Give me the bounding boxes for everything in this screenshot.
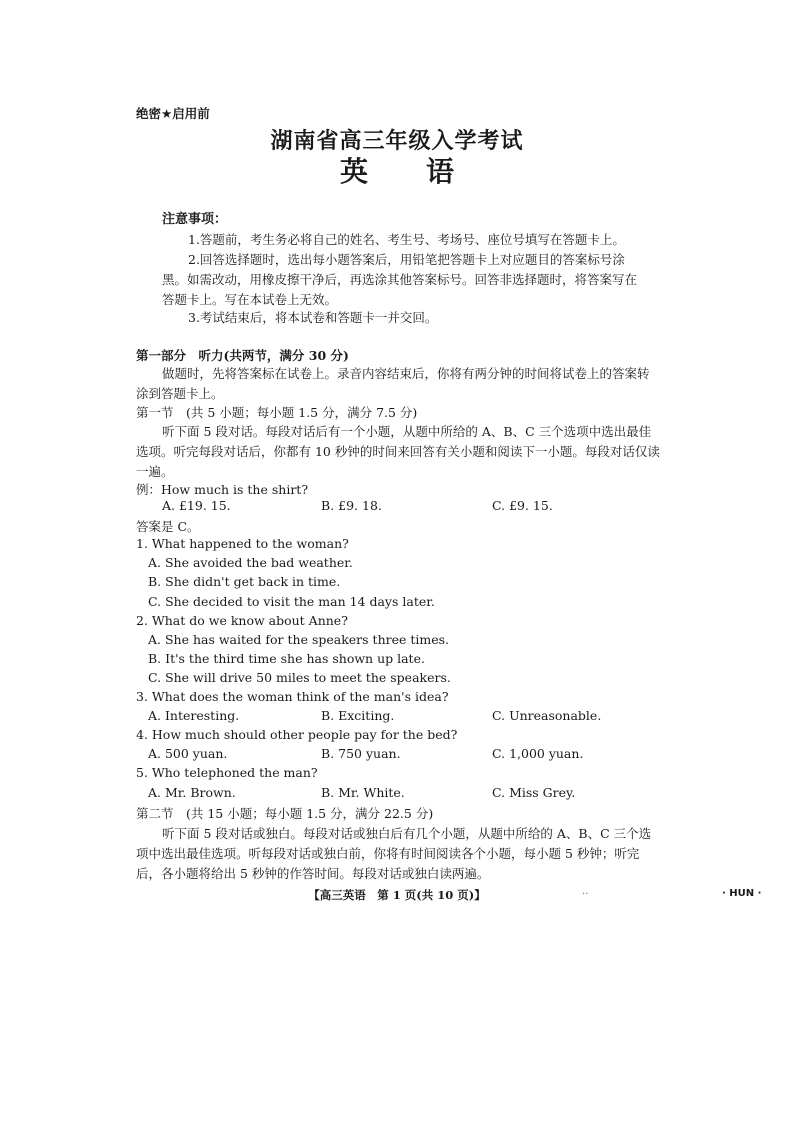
notice-item-1: 1.答题前，考生务必将自己的姓名、考生号、考场号、座位号填写在答题卡上。 bbox=[188, 232, 625, 247]
question-3-option-b: B. Exciting. bbox=[321, 708, 395, 723]
section2-intro: 听下面 5 段对话或独白。每段对话或独白后有几个小题，从题中所给的 A、B、C 三个选项中选出最佳选项。听每段对话或独白前，你将有时间阅读各个小题，每小题 5 秒钟；听完后，各小题将给出 5 秒钟的作答时间。每段对话或独白读两遍。 bbox=[136, 826, 652, 881]
question-5-option-c: C. Miss Grey. bbox=[492, 785, 576, 800]
question-2-option-c: C. She will drive 50 miles to meet the speakers. bbox=[148, 670, 451, 685]
question-4-option-c: C. 1,000 yuan. bbox=[492, 746, 584, 761]
question-3-option-a: A. Interesting. bbox=[148, 708, 240, 723]
exam-title: 湖南省高三年级入学考试 bbox=[270, 129, 524, 154]
question-5-option-a: A. Mr. Brown. bbox=[148, 785, 236, 800]
question-5: 5. Who telephoned the man? bbox=[136, 765, 318, 780]
page-footer: 【高三英语 第 1 页(共 10 页)】 bbox=[308, 888, 486, 902]
subject-char-2: 语 bbox=[426, 155, 455, 188]
question-2-option-a: A. She has waited for the speakers three times. bbox=[148, 632, 450, 647]
question-5-option-b: B. Mr. White. bbox=[321, 785, 405, 800]
section1-heading: 第一节 (共 5 小题；每小题 1.5 分，满分 7.5 分) bbox=[136, 405, 418, 420]
question-4: 4. How much should other people pay for the bed? bbox=[136, 727, 458, 742]
confidential-label: 绝密★启用前 bbox=[136, 106, 210, 121]
question-2-option-b: B. It's the third time she has shown up late. bbox=[148, 651, 425, 666]
question-4-option-a: A. 500 yuan. bbox=[148, 746, 228, 761]
question-1: 1. What happened to the woman? bbox=[136, 536, 349, 551]
section1-intro: 听下面 5 段对话。每段对话后有一个小题，从题中所给的 A、B、C 三个选项中选出最佳选项。听完每段对话后，你都有 10 秒钟的时间来回答有关小题和阅读下一小题。每段对话仅读一遍。 bbox=[136, 424, 660, 479]
notice-item-2: 2.回答选择题时，选出每小题答案后，用铅笔把答题卡上对应题目的答案标号涂黑。如需改动，用橡皮擦干净后，再选涂其他答案标号。回答非选择题时，将答案写在答题卡上。写在本试卷上无效。 bbox=[162, 252, 638, 307]
subject-title bbox=[0, 150, 794, 190]
footer-marks: .. bbox=[582, 886, 589, 897]
notice-heading: 注意事项： bbox=[162, 212, 228, 227]
question-1-option-b: B. She didn't get back in time. bbox=[148, 574, 341, 589]
example-question: 例：How much is the shirt? bbox=[136, 482, 309, 497]
subject-char-1: 英 bbox=[339, 155, 368, 188]
section2-heading: 第二节 (共 15 小题；每小题 1.5 分，满分 22.5 分) bbox=[136, 806, 434, 821]
question-4-option-b: B. 750 yuan. bbox=[321, 746, 401, 761]
question-1-option-a: A. She avoided the bad weather. bbox=[148, 555, 353, 570]
example-option-a: A. £19. 15. bbox=[162, 498, 231, 513]
example-answer: 答案是 C。 bbox=[136, 519, 200, 534]
example-option-b: B. £9. 18. bbox=[321, 498, 382, 513]
part1-intro: 做题时，先将答案标在试卷上。录音内容结束后，你将有两分钟的时间将试卷上的答案转涂到答题卡上。 bbox=[136, 366, 650, 401]
footer-code: · HUN · bbox=[722, 888, 762, 899]
example-option-c: C. £9. 15. bbox=[492, 498, 553, 513]
question-2: 2. What do we know about Anne? bbox=[136, 613, 348, 628]
question-3: 3. What does the woman think of the man's idea? bbox=[136, 689, 449, 704]
question-1-option-c: C. She decided to visit the man 14 days later. bbox=[148, 594, 435, 609]
notice-item-3: 3.考试结束后，将本试卷和答题卡一并交回。 bbox=[188, 310, 438, 325]
part1-heading: 第一部分 听力(共两节，满分 30 分) bbox=[136, 348, 349, 363]
question-3-option-c: C. Unreasonable. bbox=[492, 708, 602, 723]
